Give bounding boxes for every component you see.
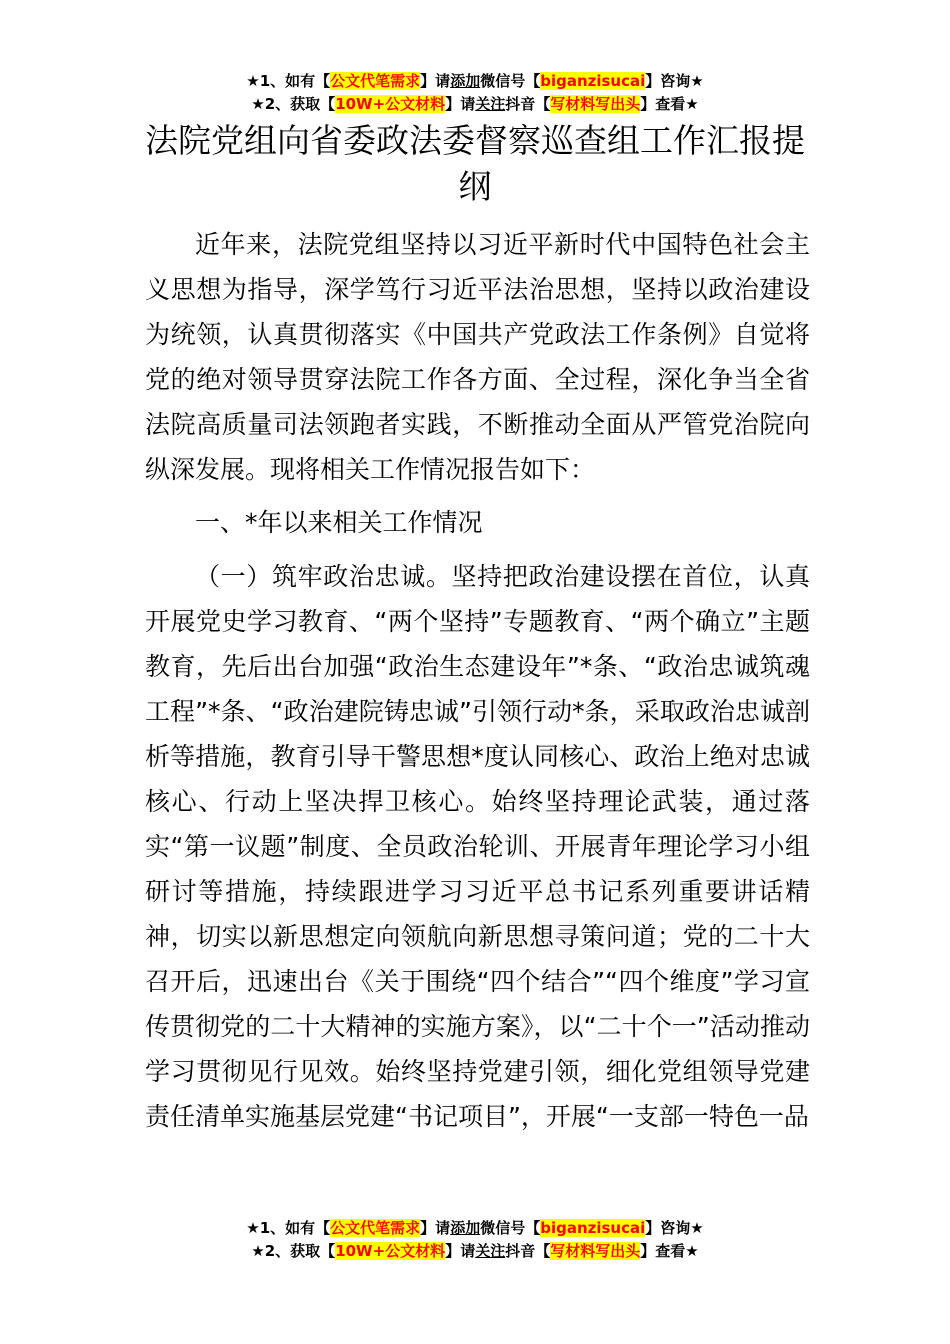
- promo-text: 】请: [445, 95, 476, 113]
- promo-text: 】请: [420, 1219, 451, 1237]
- promo-text: 1、如有【: [259, 72, 331, 90]
- promo-banner-top: [0, 70, 950, 116]
- promo-highlight-service: 公文代笔需求: [330, 72, 421, 90]
- promo-highlight-materials: 10W+公文材料: [335, 1242, 446, 1260]
- promo-emphasis: 关注: [475, 1242, 506, 1260]
- promo-emphasis: 关注: [475, 95, 506, 113]
- intro-paragraph: 近年来，法院党组坚持以习近平新时代中国特色社会主义思想为指导，深学笃行习近平法治思想，坚持以政治建设为统领，认真贯彻落实《中国共产党政法工作条例》自觉将党的绝对领导贯穿法院工作各方面、全过程，深化争当全省法院高质量司法领跑者实践，不断推动全面从严管党治院向纵深发展。现将相关工作情况报告如下：: [145, 230, 810, 484]
- document-title: 法院党组向省委政法委督察巡查组工作汇报提纲: [145, 121, 805, 206]
- promo-highlight-wechat: biganzisucai: [540, 72, 646, 90]
- promo-text: 2、获取【: [264, 1242, 336, 1260]
- promo-text: 抖音【: [505, 1242, 551, 1260]
- promo-text: 】请: [445, 1242, 476, 1260]
- promo-text: 】咨询★: [645, 72, 704, 90]
- promo-highlight-service: 公文代笔需求: [330, 1219, 421, 1237]
- section-heading-1: 一、*年以来相关工作情况: [195, 508, 483, 537]
- promo-line-2: [0, 93, 950, 116]
- promo-banner-bottom: [0, 1217, 950, 1263]
- promo-text: 】查看★: [640, 95, 699, 113]
- section-paragraph-1: （一）筑牢政治忠诚。坚持把政治建设摆在首位，认真开展党史学习教育、“两个坚持”专题教育、“两个确立”主题教育，先后出台加强“政治生态建设年”*条、“政治忠诚筑魂工程”*条、“政治建院铸忠诚”引领行动*条，采取政治忠诚剖析等措施，教育引导干警思想*度认同核心、政治上绝对忠诚核心、行动上坚决捍卫核心。始终坚持理论武装，通过落实“第一议题”制度、全员政治轮训、开展青年理论学习小组研讨等措施，持续跟进学习习近平总书记系列重要讲话精神，切实以新思想定向领航向新思想寻策问道；党的二十大召开后，迅速出台《关于围绕“四个结合”“四个维度”学习宣传贯彻党的二十大精神的实施方案》，以“二十个一”活动推动学习贯彻见行见效。始终坚持党建引领，细化党组领导党建责任清单实施基层党建“书记项目”，开展“一支部一特色一品: [145, 562, 810, 1131]
- star-mark: ★: [246, 1219, 260, 1237]
- promo-text: 】请: [420, 72, 451, 90]
- promo-text: 2、获取【: [264, 95, 336, 113]
- promo-line-1: [0, 70, 950, 93]
- promo-text: 微信号【: [480, 1219, 541, 1237]
- star-mark: ★: [251, 1242, 265, 1260]
- promo-text: 1、如有【: [259, 1219, 331, 1237]
- promo-highlight-douyin: 写材料写出头: [550, 95, 641, 113]
- promo-highlight-douyin: 写材料写出头: [550, 1242, 641, 1260]
- promo-highlight-wechat: biganzisucai: [540, 1219, 646, 1237]
- promo-line-1: [0, 1217, 950, 1240]
- star-mark: ★: [251, 95, 265, 113]
- promo-text: 】咨询★: [645, 1219, 704, 1237]
- document-body: [145, 222, 810, 1147]
- promo-line-2: [0, 1240, 950, 1263]
- promo-emphasis: 添加: [450, 72, 481, 90]
- star-mark: ★: [246, 72, 260, 90]
- promo-highlight-materials: 10W+公文材料: [335, 95, 446, 113]
- promo-emphasis: 添加: [450, 1219, 481, 1237]
- promo-text: 微信号【: [480, 72, 541, 90]
- promo-text: 抖音【: [505, 95, 551, 113]
- promo-text: 】查看★: [640, 1242, 699, 1260]
